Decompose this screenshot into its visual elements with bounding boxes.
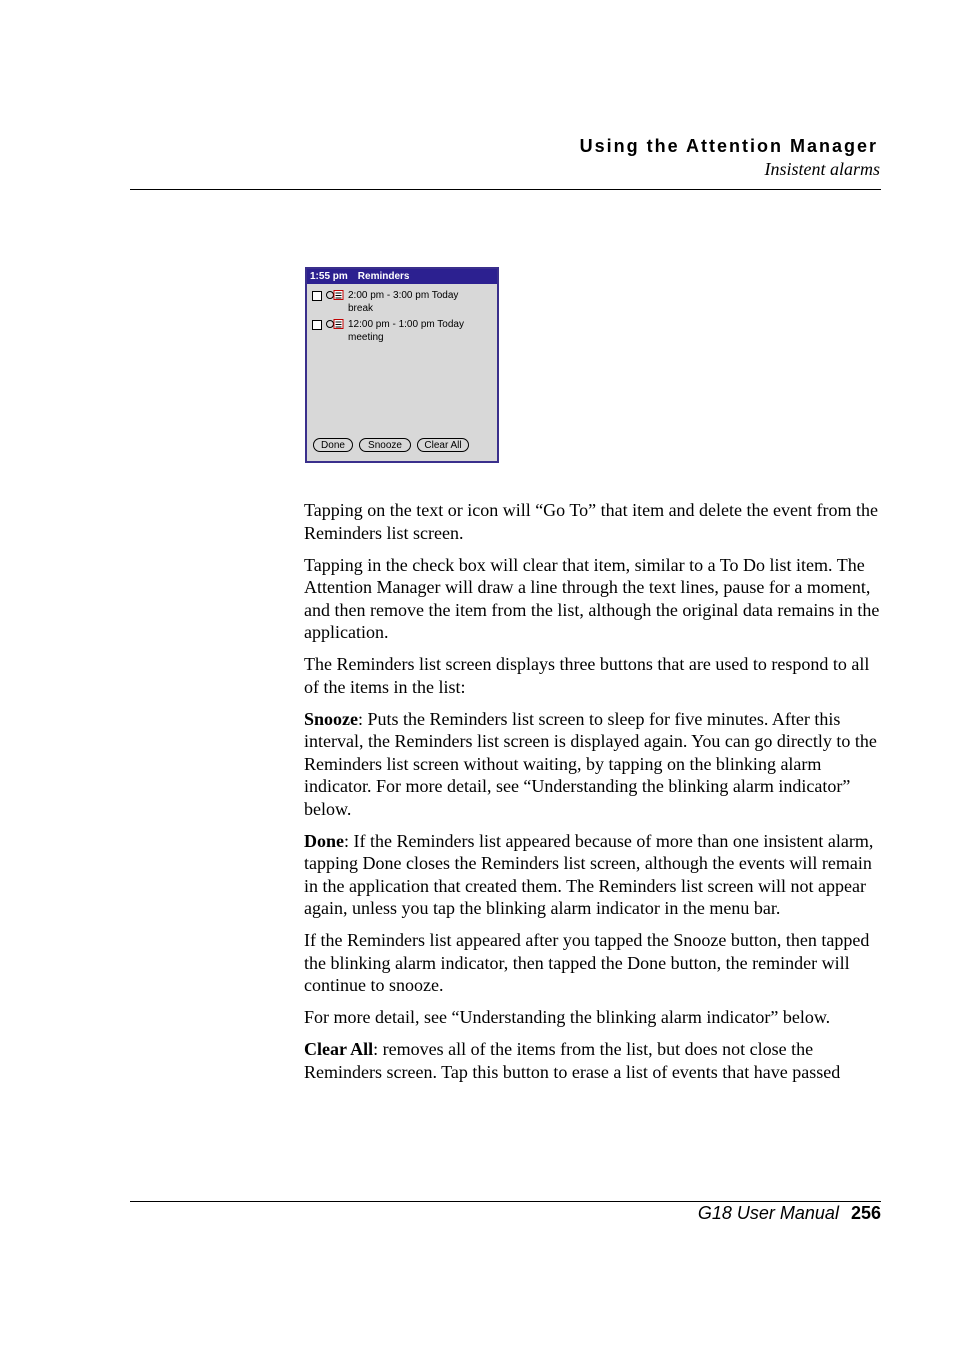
paragraph: Tapping on the text or icon will “Go To” that item and delete the event from the Reminders list screen. <box>304 500 878 543</box>
paragraph: If the Reminders list appeared after you tapped the Snooze button, then tapped the blinking alarm indicator, then tapped the Done button, the reminder will continue to snooze. <box>304 930 870 995</box>
section-subtitle: Insistent alarms <box>764 159 880 179</box>
paragraph: Tapping in the check box will clear that item, similar to a To Do list item. The Attention Manager will draw a line through the text lines, pause for a moment, and then remove the item from the list, although the original data remains in the application. <box>304 554 880 642</box>
reminder-checkbox[interactable] <box>312 320 322 330</box>
body-text <box>304 499 884 1093</box>
page-number: 256 <box>850 1203 881 1223</box>
calendar-alarm-icon[interactable] <box>326 319 344 329</box>
palm-clock: 1:55 pm <box>310 271 348 282</box>
paragraph: For more detail, see “Understanding the blinking alarm indicator” below. <box>304 1007 831 1027</box>
reminder-time[interactable]: 12:00 pm - 1:00 pm Today <box>348 319 464 330</box>
term-done: Done <box>304 830 344 851</box>
done-button[interactable]: Done <box>313 438 353 452</box>
paragraph-done: Done: If the Reminders list appeared because of more than one insistent alarm, tapping Done closes the Reminders list screen, although the events will remain in the application that created them. The Reminders list screen will not appear again, unless you tap the blinking alarm indicator in the menu bar. <box>304 830 874 918</box>
paragraph: The Reminders list screen displays three buttons that are used to respond to all of the items in the list: <box>304 654 870 697</box>
paragraph-clear-all: Clear All: removes all of the items from the list, but does not close the Reminders screen. Tap this button to erase a list of events that have passed <box>304 1039 841 1082</box>
palm-titlebar <box>307 269 497 284</box>
term-clear-all: Clear All <box>304 1039 374 1059</box>
reminder-description[interactable]: break <box>348 303 374 314</box>
palm-reminders-screenshot <box>305 267 499 463</box>
header-rule <box>130 189 881 190</box>
footer-rule <box>130 1201 881 1202</box>
term-snooze: Snooze <box>304 708 358 729</box>
manual-title: G18 User Manual <box>697 1203 839 1223</box>
paragraph-snooze: Snooze: Puts the Reminders list screen to sleep for five minutes. After this interval, the Reminders list screen is displayed again. You can go directly to the Reminders list screen without waiting, by tapping on the blinking alarm indicator. For more detail, see “Understanding the blinking alarm indicator” below. <box>304 708 877 819</box>
reminder-time[interactable]: 2:00 pm - 3:00 pm Today <box>348 290 459 301</box>
calendar-alarm-icon[interactable] <box>326 290 344 300</box>
page-footer <box>698 1203 881 1224</box>
chapter-title: Using the Attention Manager <box>579 136 878 156</box>
clear-all-button[interactable]: Clear All <box>417 438 469 452</box>
snooze-button[interactable]: Snooze <box>359 438 411 452</box>
palm-screen-title: Reminders <box>357 271 410 282</box>
reminder-checkbox[interactable] <box>312 291 322 301</box>
reminder-description[interactable]: meeting <box>348 332 384 343</box>
